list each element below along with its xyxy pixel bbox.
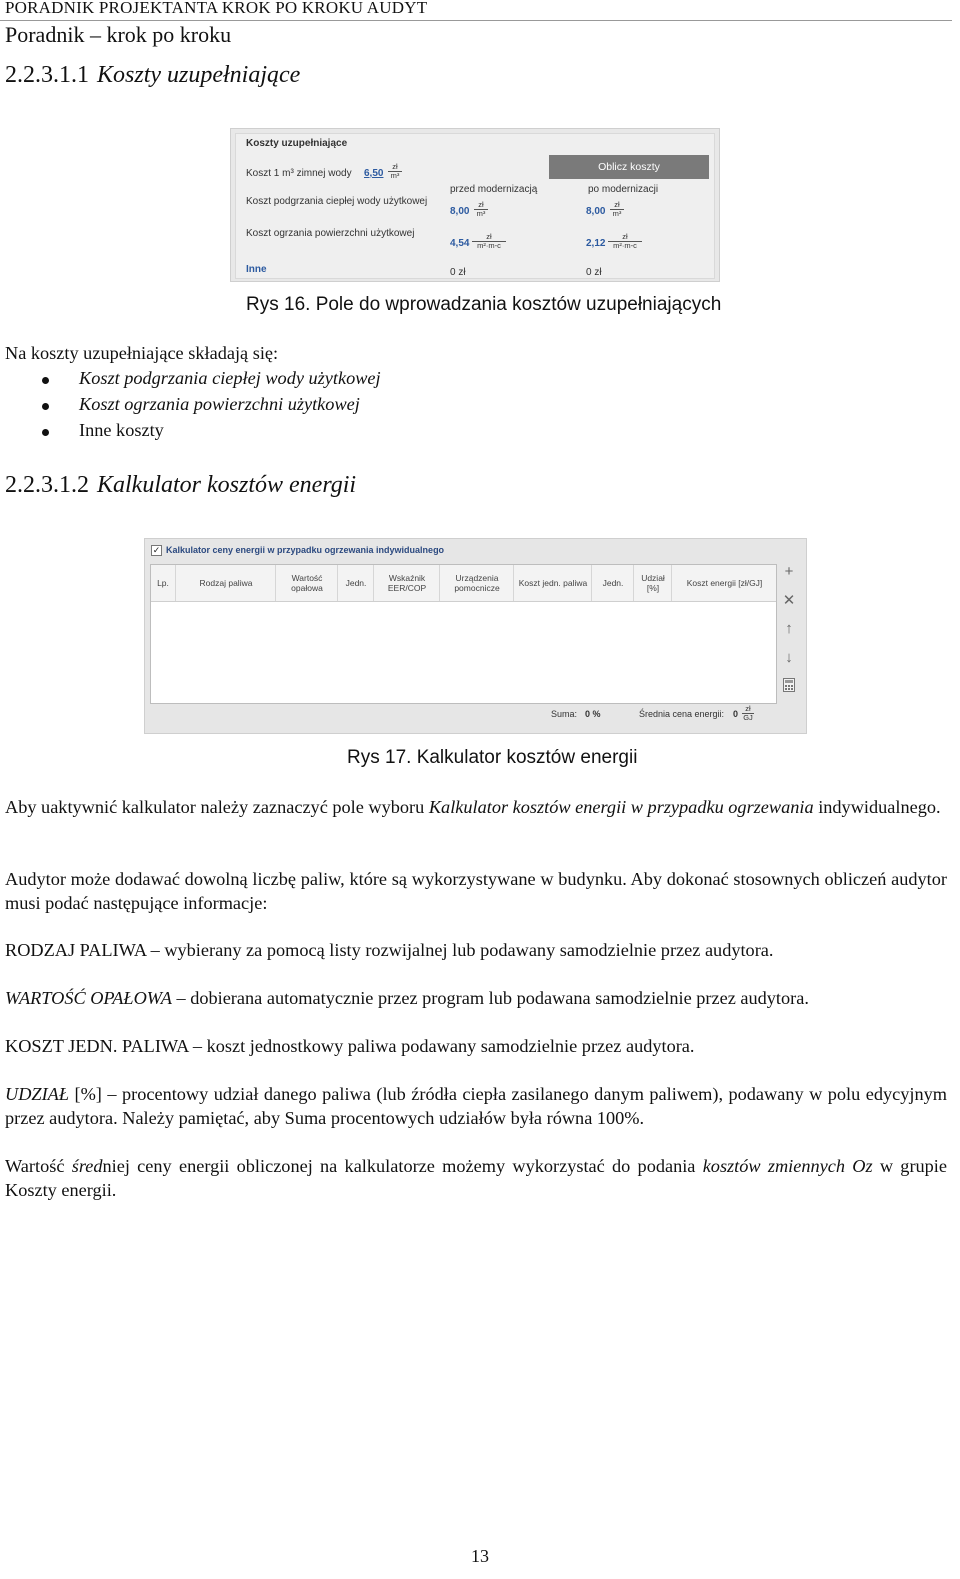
figure-energy-cost-calculator bbox=[144, 538, 807, 734]
page-number: 13 bbox=[471, 1546, 489, 1566]
section-heading-2 bbox=[5, 472, 356, 499]
after-heating-unit: zł m²·m-c bbox=[608, 233, 642, 250]
bullet-icon bbox=[42, 403, 49, 410]
fuel-table-header bbox=[151, 565, 776, 602]
figure-caption-16: Rys 16. Pole do wprowadzania kosztów uzupełniających bbox=[246, 294, 722, 315]
cold-water-label: Koszt 1 m³ zimnej wody bbox=[246, 168, 352, 179]
section-heading-1 bbox=[5, 62, 300, 89]
before-other-value: 0 zł bbox=[450, 267, 466, 278]
heating-label: Koszt ogrzania powierzchni użytkowej bbox=[246, 228, 415, 239]
bullet-list bbox=[0, 368, 381, 446]
figure-caption-17: Rys 17. Kalkulator kosztów energii bbox=[347, 747, 638, 768]
running-header: PORADNIK PROJEKTANTA KROK PO KROKU AUDYT bbox=[5, 0, 428, 17]
figure-supplementary-costs bbox=[230, 128, 720, 282]
list-item: Koszt podgrzania ciepłej wody użytkowej bbox=[0, 368, 381, 394]
before-heating-unit: zł m²·m-c bbox=[472, 233, 506, 250]
arrow-up-icon[interactable]: ↑ bbox=[785, 620, 793, 637]
paragraph-share: UDZIAŁ [%] – procentowy udział danego paliwa (lub źródła ciepła zasilanego danym paliwem), podawany w polu edycyjnym przez audytora. Należy pamiętać, aby Suma procentowych udziałów była równa 100%. bbox=[5, 1084, 947, 1128]
list-item: Koszt ogrzania powierzchni użytkowej bbox=[0, 394, 381, 420]
section-number: 2.2.3.1.2 bbox=[5, 472, 89, 498]
section-title: Koszty uzupełniające bbox=[97, 62, 301, 88]
section-title: Kalkulator kosztów energii bbox=[97, 472, 357, 498]
average-price-value: 0 bbox=[733, 709, 739, 719]
column-header[interactable]: Wskaźnik EER/COP bbox=[373, 565, 440, 601]
average-price-unit: zł GJ bbox=[743, 704, 753, 722]
cold-water-value[interactable]: 6,50 bbox=[364, 168, 384, 179]
column-header[interactable]: Rodzaj paliwa bbox=[175, 565, 276, 601]
paragraph-activate: Aby uaktywnić kalkulator należy zaznaczyć pole wyboru Kalkulator kosztów energii w przypadku ogrzewania indywidualnego. bbox=[5, 797, 941, 817]
fuel-table bbox=[150, 564, 777, 704]
column-header[interactable]: Udział [%] bbox=[633, 565, 672, 601]
column-header[interactable]: Koszt energii [zł/GJ] bbox=[671, 565, 777, 601]
supplementary-costs-panel bbox=[235, 133, 715, 279]
column-header[interactable]: Urządzenia pomocnicze bbox=[439, 565, 514, 601]
before-heating-value[interactable]: 4,54 bbox=[450, 238, 470, 249]
calculate-costs-button[interactable]: Oblicz koszty bbox=[549, 155, 709, 179]
header-rule bbox=[0, 20, 952, 21]
column-header[interactable]: Wartość opałowa bbox=[275, 565, 338, 601]
arrow-down-icon[interactable]: ↓ bbox=[785, 649, 793, 666]
paragraph-calorific-value: WARTOŚĆ OPAŁOWA – dobierana automatycznie przez program lub podawana samodzielnie przez audytora. bbox=[5, 988, 809, 1008]
paragraph-unit-cost: KOSZT JEDN. PALIWA – koszt jednostkowy paliwa podawany samodzielnie przez audytora. bbox=[5, 1036, 695, 1056]
header-subtitle: Poradnik – krok po kroku bbox=[5, 22, 232, 47]
paragraph-fuel-type: RODZAJ PALIWA – wybierany za pomocą listy rozwijalnej lub podawany samodzielnie przez audytora. bbox=[5, 940, 774, 960]
sum-label: Suma: bbox=[551, 709, 578, 719]
calculator-icon[interactable] bbox=[781, 678, 797, 696]
after-modernization-label: po modernizacji bbox=[588, 184, 659, 195]
calculator-checkbox[interactable]: ✓ bbox=[152, 545, 161, 555]
after-other-value: 0 zł bbox=[586, 267, 602, 278]
intro-text: Na koszty uzupełniające składają się: bbox=[5, 343, 279, 363]
section-number: 2.2.3.1.1 bbox=[5, 62, 89, 88]
before-hot-water-value[interactable]: 8,00 bbox=[450, 206, 470, 217]
column-header[interactable]: Jedn. bbox=[591, 565, 634, 601]
column-header[interactable]: Koszt jedn. paliwa bbox=[513, 565, 592, 601]
calculator-checkbox-label: Kalkulator ceny energii w przypadku ogrzewania indywidualnego bbox=[166, 545, 445, 555]
panel-title: Koszty uzupełniające bbox=[246, 138, 348, 149]
after-heating-value[interactable]: 2,12 bbox=[586, 238, 606, 249]
sum-value: 0 % bbox=[585, 709, 601, 719]
before-modernization-label: przed modernizacją bbox=[450, 184, 538, 195]
after-hot-water-unit: zł m³ bbox=[610, 201, 624, 218]
paragraph-fuels: Audytor może dodawać dowolną liczbę paliw, które są wykorzystywane w budynku. Aby dokonać stosownych obliczeń audytor musi podać następujące informacje: bbox=[5, 869, 947, 913]
other-label: Inne bbox=[246, 264, 267, 275]
average-price-label: Średnia cena energii: bbox=[639, 709, 725, 719]
column-header[interactable]: Jedn. bbox=[337, 565, 374, 601]
bullet-icon bbox=[42, 377, 49, 384]
cold-water-unit: zł m³ bbox=[388, 163, 402, 180]
hot-water-label: Koszt podgrzania ciepłej wody użytkowej bbox=[246, 196, 428, 207]
before-hot-water-unit: zł m³ bbox=[474, 201, 488, 218]
list-item: Inne koszty bbox=[0, 420, 381, 446]
close-icon[interactable]: ✕ bbox=[782, 592, 796, 609]
plus-icon[interactable]: + bbox=[784, 563, 794, 580]
bullet-icon bbox=[42, 429, 49, 436]
paragraph-average-price: Wartość średniej ceny energii obliczonej na kalkulatorze możemy wykorzystać do podania kosztów zmiennych Oz w grupie Koszty energii. bbox=[5, 1156, 948, 1200]
after-hot-water-value[interactable]: 8,00 bbox=[586, 206, 606, 217]
column-header[interactable]: Lp. bbox=[157, 578, 169, 588]
